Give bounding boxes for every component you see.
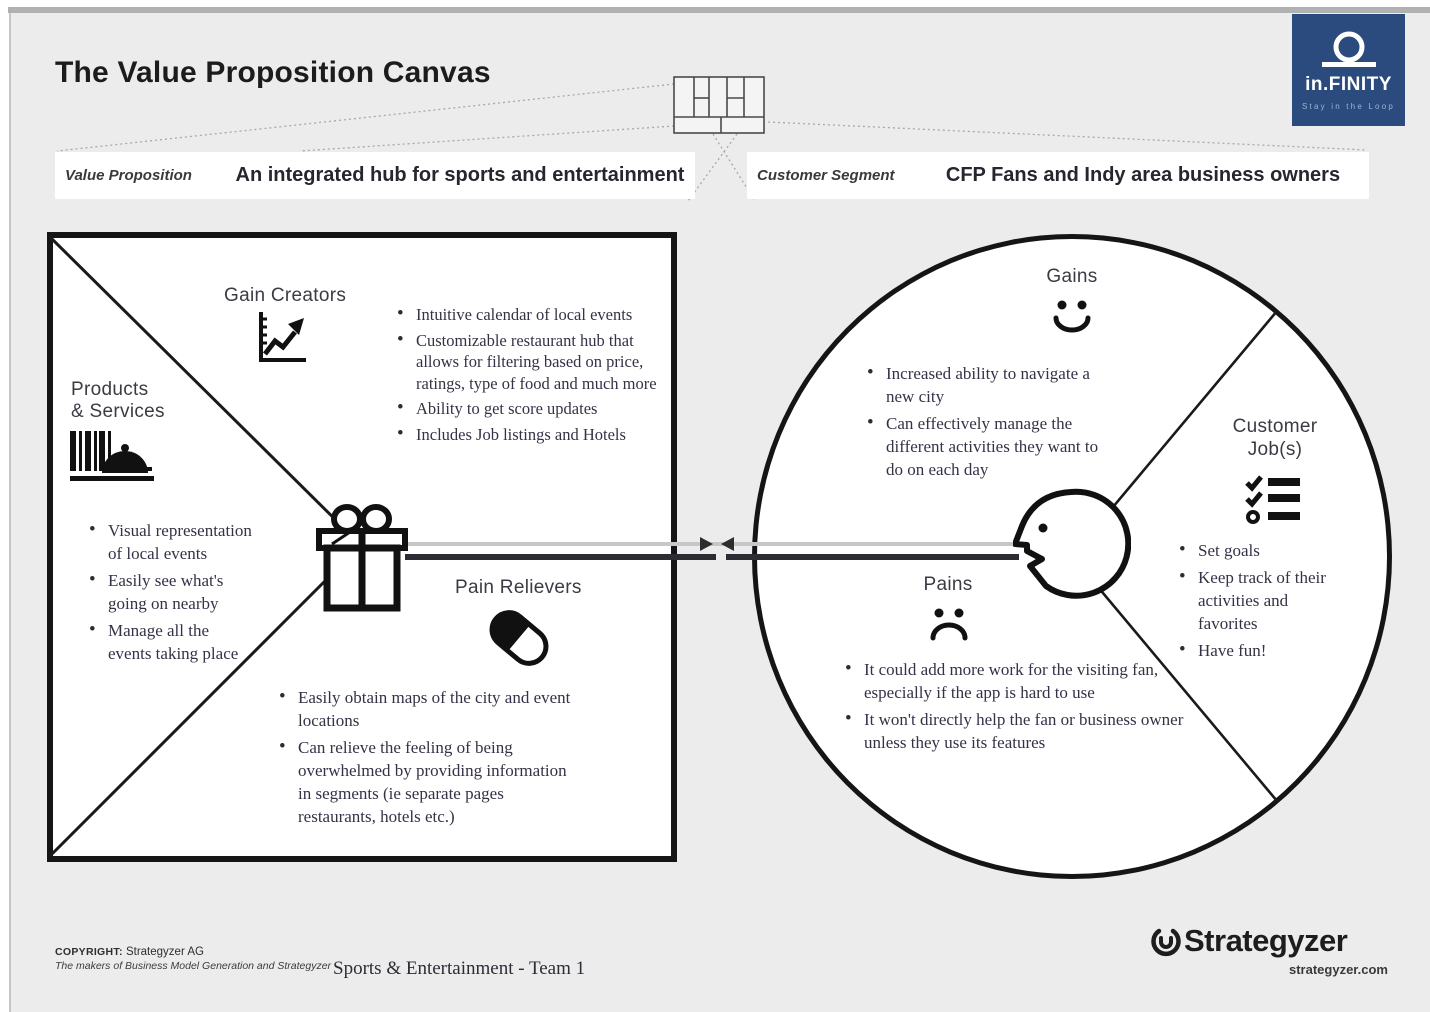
list-item: • Have fun! xyxy=(1176,639,1336,662)
list-item: • Set goals xyxy=(1176,539,1336,562)
page-title: The Value Proposition Canvas xyxy=(55,56,491,89)
list-item: • Easily see what's going on nearby xyxy=(86,569,256,615)
pain-relievers-heading: Pain Relievers xyxy=(455,577,582,598)
list-item: • Intuitive calendar of local events xyxy=(394,304,666,326)
list-item: • Can relieve the feeling of being overwhelmed by providing information in segments (ie separate pages restaurants, hotels etc.) xyxy=(276,736,578,828)
list-item: • Visual representation of local events xyxy=(86,519,256,565)
list-item: • Easily obtain maps of the city and event locations xyxy=(276,686,578,732)
list-item: • It won't directly help the fan or business owner unless they use its features xyxy=(842,708,1187,754)
strategyzer-smile-icon xyxy=(1150,925,1182,957)
infinity-logo xyxy=(1292,14,1405,126)
customer-jobs-heading xyxy=(1225,415,1325,461)
gift-icon xyxy=(312,502,412,614)
top-gray-bar xyxy=(8,7,1430,13)
team-caption: Sports & Entertainment - Team 1 xyxy=(333,958,586,979)
value-proposition-bar xyxy=(55,152,695,199)
infinity-logo-tagline: Stay in the Loop xyxy=(1301,102,1396,111)
list-item: • Manage all the events taking place xyxy=(86,619,256,665)
list-item: • Includes Job listings and Hotels xyxy=(394,424,666,446)
customer-segment-bar xyxy=(747,152,1369,199)
products-services-heading xyxy=(71,379,165,423)
line-chart-icon xyxy=(252,309,310,367)
list-item: • It could add more work for the visiting fan, especially if the app is hard to use xyxy=(842,658,1187,704)
products-services-heading-line2: & Services xyxy=(71,401,165,422)
value-proposition-statement: An integrated hub for sports and entertainment xyxy=(235,164,685,186)
pains-list xyxy=(842,658,1187,758)
list-item: • Customizable restaurant hub that allows for filtering based on price, ratings, type of food and much more xyxy=(394,330,666,395)
checklist-icon xyxy=(1244,474,1302,526)
list-item: • Increased ability to navigate a new city xyxy=(864,362,1114,408)
profile-face-icon xyxy=(1013,488,1131,606)
smiley-face-icon xyxy=(1049,297,1095,339)
pains-heading: Pains xyxy=(923,574,973,595)
copyright-block xyxy=(55,946,331,972)
customer-segment-statement: CFP Fans and Indy area business owners xyxy=(945,164,1341,186)
sad-face-icon xyxy=(926,607,972,647)
business-model-canvas-icon xyxy=(672,75,768,135)
list-item: • Can effectively manage the different activities they want to do on each day xyxy=(864,412,1114,481)
barcode-cloche-icon xyxy=(70,431,158,483)
copyright-subline: The makers of Business Model Generation and Strategyzer xyxy=(55,960,332,972)
copyright-owner: Strategyzer AG xyxy=(125,946,204,958)
gains-list xyxy=(864,362,1114,485)
products-services-heading-line1: Products xyxy=(71,379,149,400)
pain-relievers-list xyxy=(276,686,578,832)
left-edge-line xyxy=(9,13,11,1012)
customer-segment-label: Customer Segment xyxy=(757,167,895,184)
strategyzer-wordmark: Strategyzer xyxy=(1184,923,1348,958)
list-item: • Ability to get score updates xyxy=(394,398,666,420)
products-services-list xyxy=(86,519,256,669)
loop-icon xyxy=(1321,30,1377,72)
gains-heading: Gains xyxy=(1046,266,1098,287)
gain-creators-list xyxy=(394,304,666,449)
pill-icon xyxy=(487,604,551,672)
customer-jobs-heading-line2: Job(s) xyxy=(1247,439,1303,460)
customer-jobs-heading-line1: Customer xyxy=(1232,416,1318,437)
infinity-logo-name: in.FINITY xyxy=(1305,74,1392,95)
value-proposition-label: Value Proposition xyxy=(65,167,192,184)
strategyzer-logo xyxy=(1150,923,1388,959)
gain-creators-heading: Gain Creators xyxy=(224,285,347,306)
strategyzer-url: strategyzer.com xyxy=(1289,962,1388,977)
list-item: • Keep track of their activities and favorites xyxy=(1176,566,1336,635)
customer-jobs-list xyxy=(1176,539,1336,666)
copyright-label: COPYRIGHT: xyxy=(55,946,123,958)
